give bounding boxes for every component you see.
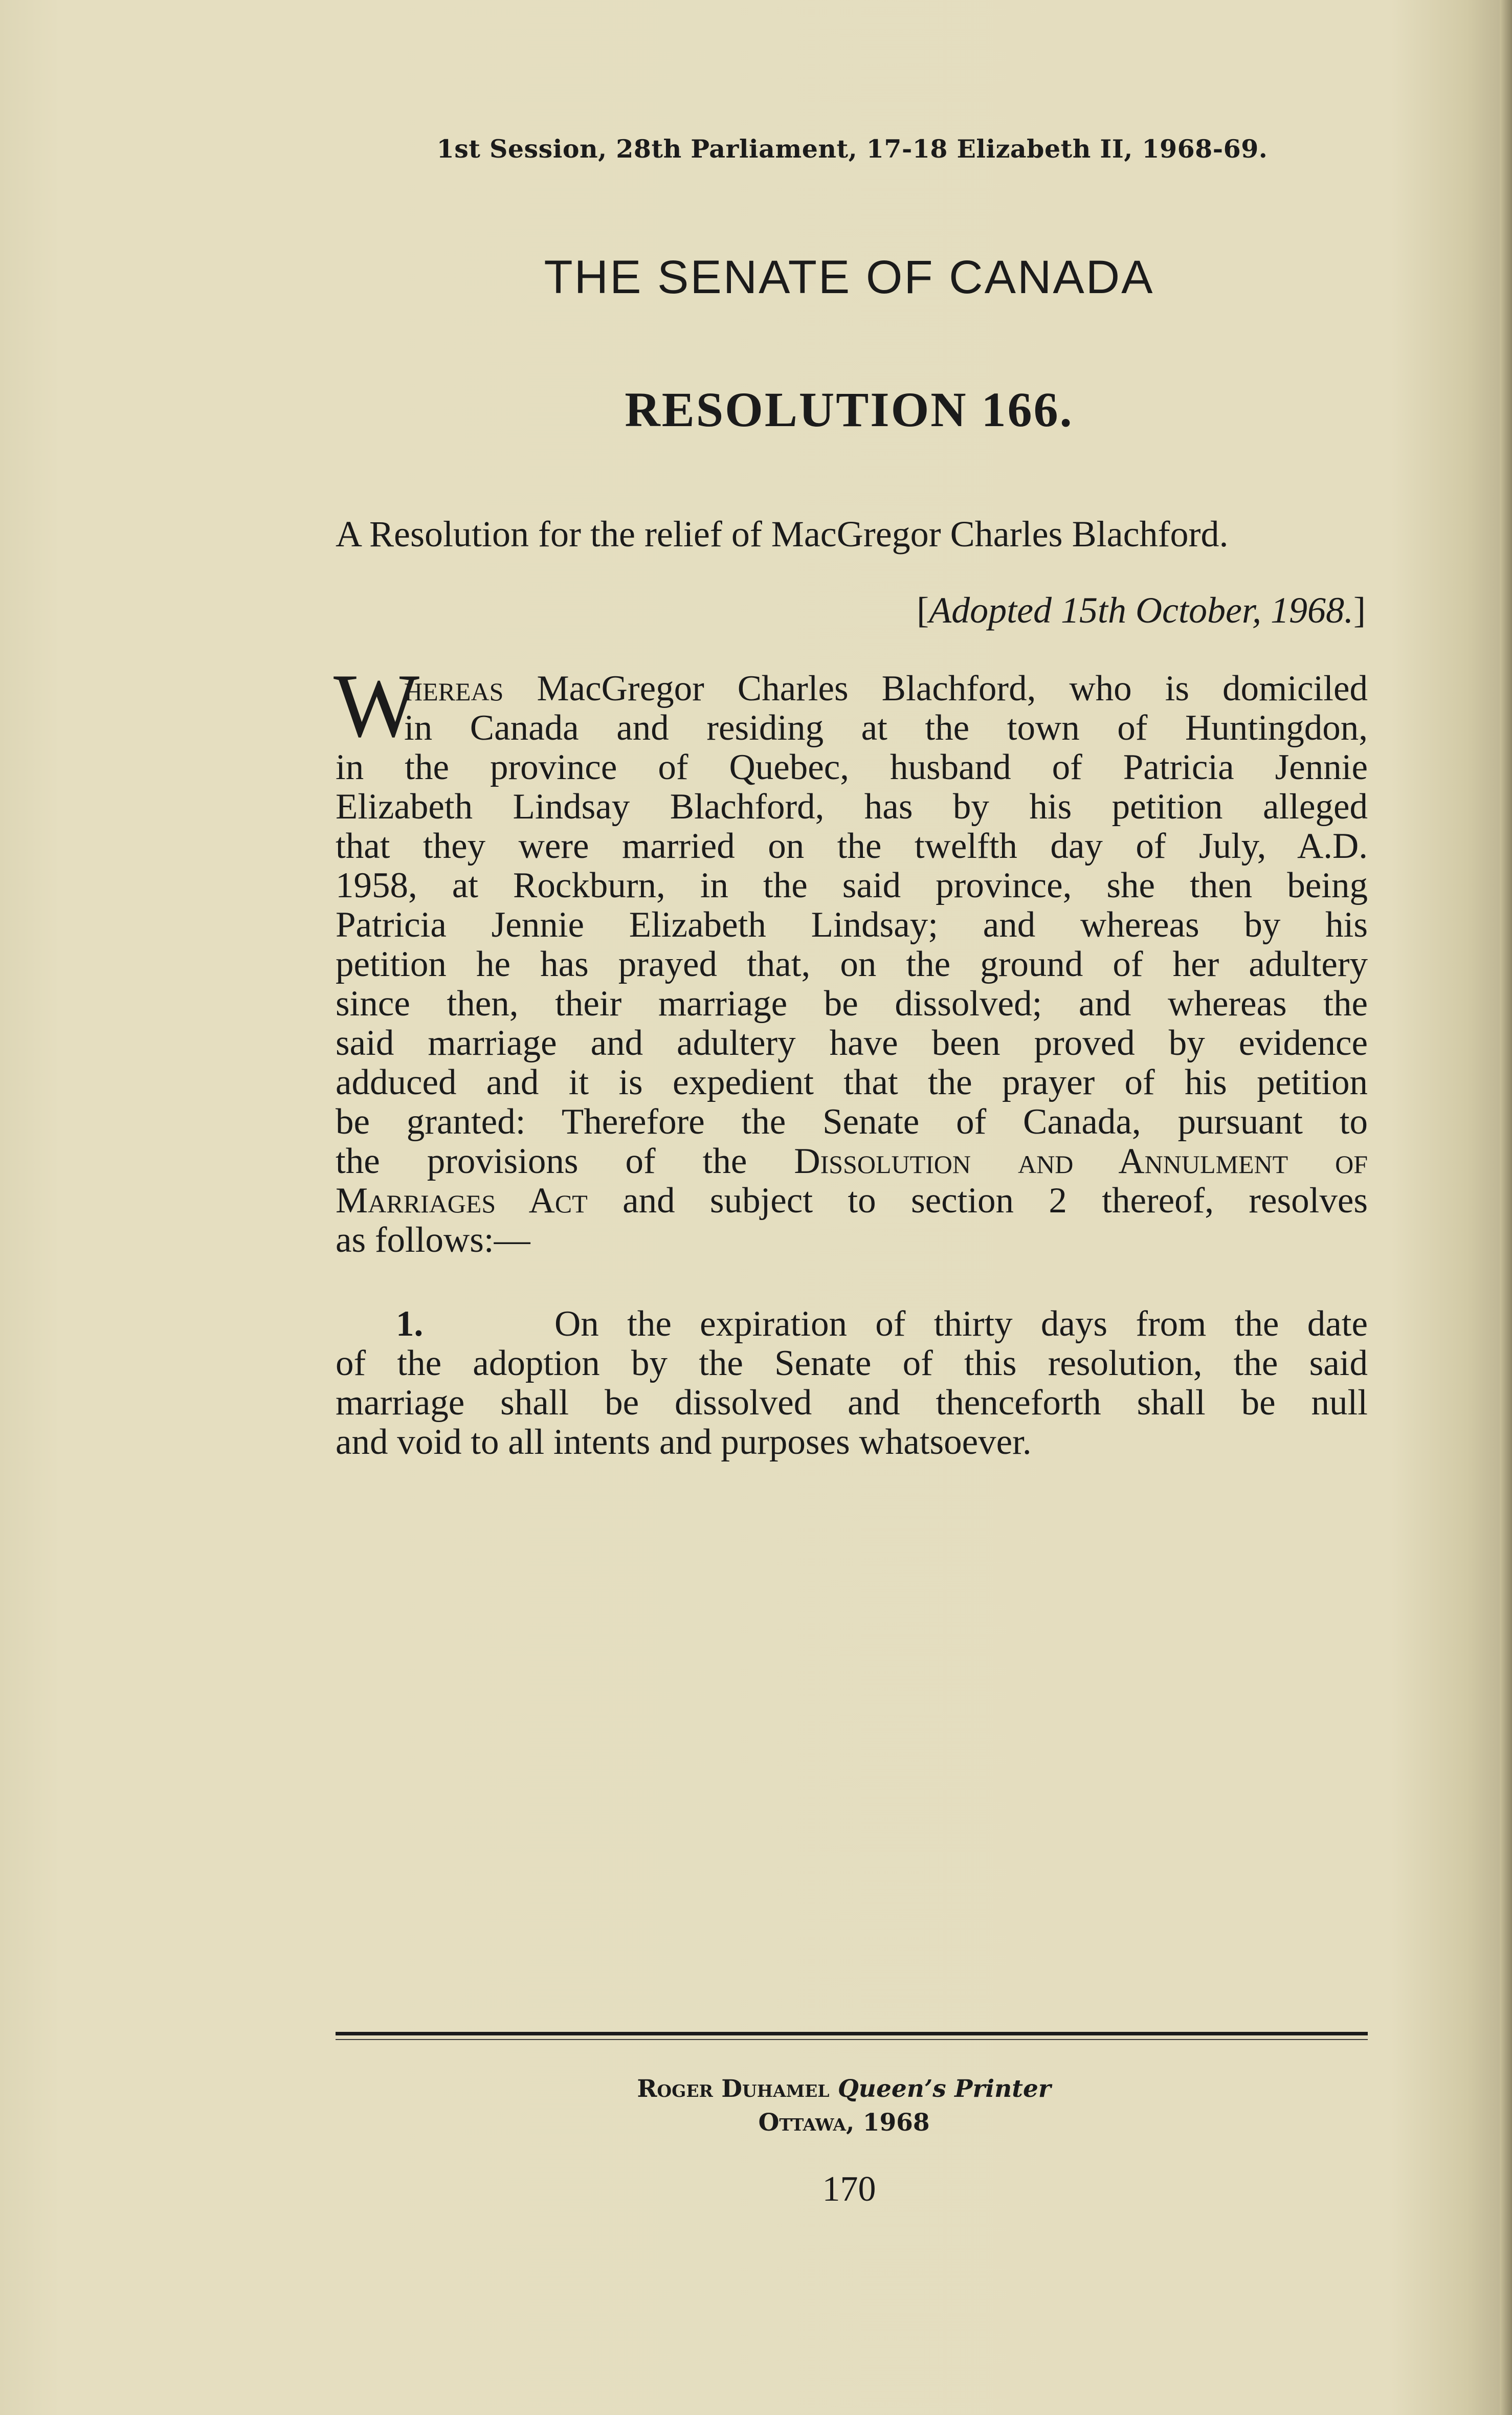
senate-title: THE SENATE OF CANADA (544, 251, 1154, 303)
preamble-line: Elizabeth Lindsay Blachford, has by his petition alleged (336, 787, 1368, 827)
preamble-line: as follows:— (336, 1221, 530, 1260)
printer-credit (512, 2075, 1176, 2103)
adopted-bracket-close: ] (1353, 590, 1366, 631)
section-line: of the adoption by the Senate of this resolution, the said (336, 1344, 1368, 1383)
preamble-line: the provisions of the Dissolution and Annulment of (336, 1142, 1368, 1181)
section-1 (336, 1304, 1368, 1462)
session-header: 1st Session, 28th Parliament, 17-18 Elizabeth II, 1968-69. (436, 134, 1268, 164)
footer-rule (336, 2032, 1368, 2035)
preamble-line: petition he has prayed that, on the ground of her adultery (336, 945, 1368, 984)
preamble-line: hereas MacGregor Charles Blachford, who is domiciled (404, 669, 1368, 708)
footer-rule-thin (336, 2039, 1368, 2040)
adopted-bracket-open: [ (917, 590, 929, 631)
adopted-date (767, 589, 1366, 632)
section-line: marriage shall be dissolved and thenceforth shall be null (336, 1383, 1368, 1423)
preamble-line: in Canada and residing at the town of Huntingdon, (404, 708, 1368, 748)
preamble-line: since then, their marriage be dissolved; and whereas the (336, 984, 1368, 1024)
preamble-paragraph (333, 655, 1368, 1260)
page-number: 170 (822, 2169, 876, 2209)
drop-cap: W (333, 655, 420, 756)
resolution-title: RESOLUTION 166. (625, 382, 1074, 437)
preamble-line: be granted: Therefore the Senate of Canada, pursuant to (336, 1102, 1368, 1142)
section-number: 1. (396, 1304, 424, 1344)
preamble-line: in the province of Quebec, husband of Patricia Jennie (336, 748, 1368, 787)
section-line: and void to all intents and purposes whatsoever. (336, 1423, 1032, 1462)
printer-name: Roger Duhamel (637, 2075, 830, 2103)
printer-place: Ottawa, 1968 (758, 2109, 930, 2137)
preamble-line: said marriage and adultery have been proved by evidence (336, 1024, 1368, 1063)
section-line: On the expiration of thirty days from the date (554, 1304, 1368, 1344)
resolution-subtitle: A Resolution for the relief of MacGregor Charles Blachford. (336, 514, 1229, 555)
adopted-text: Adopted 15th October, 1968. (929, 590, 1354, 631)
page-edge-shadow (1500, 0, 1512, 2415)
printer-title: Queen’s Printer (837, 2075, 1051, 2103)
preamble-line: Marriages Act and subject to section 2 thereof, resolves (336, 1181, 1368, 1221)
preamble-line: adduced and it is expedient that the prayer of his petition (336, 1063, 1368, 1102)
preamble-line: Patricia Jennie Elizabeth Lindsay; and whereas by his (336, 905, 1368, 945)
preamble-line: 1958, at Rockburn, in the said province, she then being (336, 866, 1368, 905)
preamble-line: that they were married on the twelfth day of July, A.D. (336, 827, 1368, 866)
